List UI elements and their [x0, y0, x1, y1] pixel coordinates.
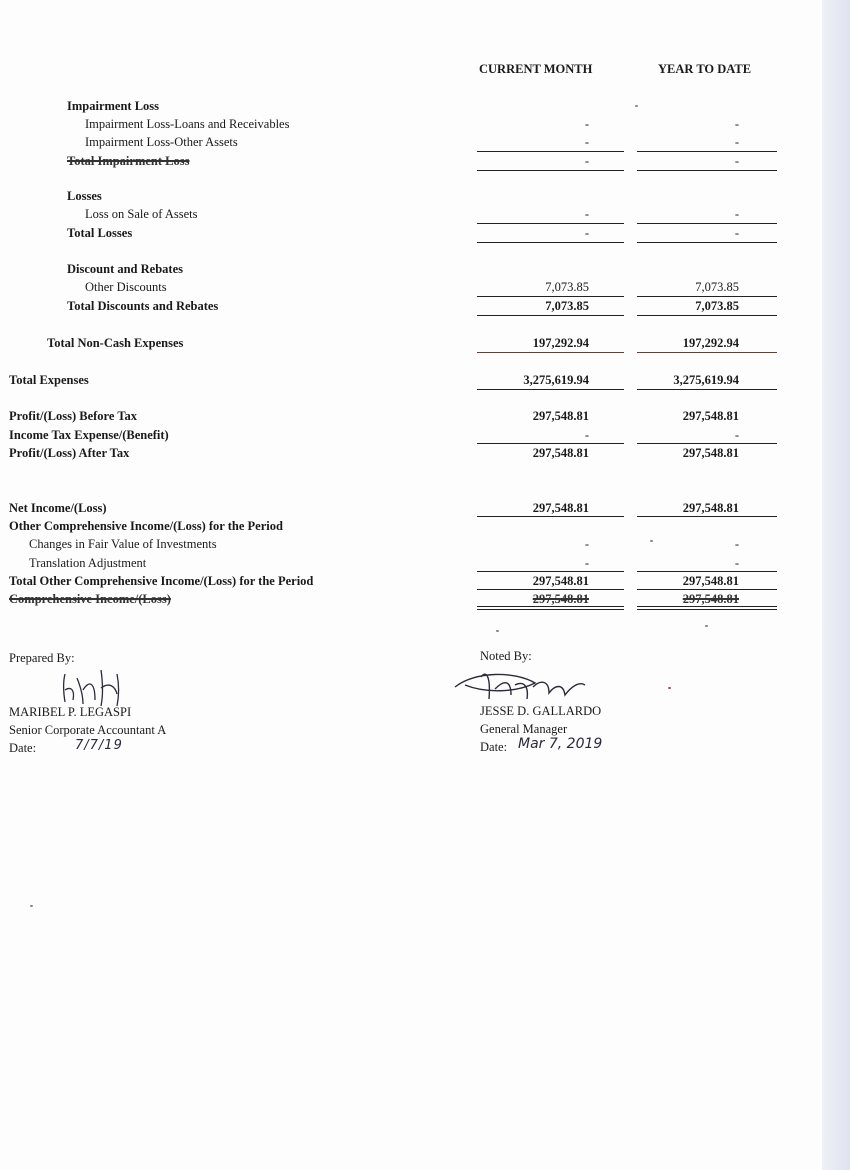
rule: [477, 606, 624, 607]
prepared-by-date-value: 7/7/19: [75, 738, 123, 753]
translation-adjustment-label: Translation Adjustment: [29, 556, 147, 570]
rule: [637, 389, 777, 390]
income-tax-label: Income Tax Expense/(Benefit): [9, 428, 169, 442]
impairment-total-label: Total Impairment Loss: [67, 154, 190, 168]
rule: [637, 170, 777, 171]
loss-on-sale-current: -: [584, 207, 589, 221]
total-expenses-current: 3,275,619.94: [523, 373, 589, 387]
total-expenses-ytd: 3,275,619.94: [673, 373, 739, 387]
rule: [477, 609, 624, 610]
impairment-total-ytd: -: [734, 154, 739, 168]
noted-by-title: General Manager: [480, 722, 568, 736]
rule: [477, 443, 624, 444]
net-income-current: 297,548.81: [532, 501, 589, 515]
impairment-loans-current: -: [584, 117, 589, 131]
impairment-loans-ytd: -: [734, 117, 739, 131]
rule: [637, 609, 777, 610]
profit-after-tax-ytd: 297,548.81: [682, 446, 739, 460]
comprehensive-income-current: 297,548.81: [532, 592, 589, 606]
fair-value-label: Changes in Fair Value of Investments: [29, 537, 217, 551]
scan-edge: [822, 0, 850, 1170]
rule: [637, 516, 777, 517]
rule: [637, 242, 777, 243]
impairment-heading: Impairment Loss: [67, 99, 160, 113]
noted-by-date-value: Mar 7, 2019: [518, 736, 603, 752]
oci-heading: Other Comprehensive Income/(Loss) for the Period: [9, 519, 283, 533]
rule: [477, 315, 624, 316]
prepared-by-label: Prepared By:: [9, 651, 75, 665]
discounts-total-ytd: 7,073.85: [695, 299, 739, 313]
oci-total-label: Total Other Comprehensive Income/(Loss) for the Period: [9, 574, 314, 588]
impairment-other-ytd: -: [734, 135, 739, 149]
other-discounts-ytd: 7,073.85: [695, 280, 739, 294]
losses-total-label: Total Losses: [67, 226, 133, 240]
rule: [477, 242, 624, 243]
profit-before-tax-current: 297,548.81: [532, 409, 589, 423]
rule: [477, 571, 624, 572]
rule: [637, 443, 777, 444]
other-discounts-label: Other Discounts: [85, 280, 167, 294]
profit-after-tax-label: Profit/(Loss) After Tax: [9, 446, 130, 460]
scan-speck: [496, 630, 499, 632]
rule: [477, 170, 624, 171]
discounts-total-current: 7,073.85: [545, 299, 589, 313]
rule: [477, 389, 624, 390]
losses-total-current: -: [584, 226, 589, 240]
oci-total-ytd: 297,548.81: [682, 574, 739, 588]
rule: [477, 296, 624, 297]
rule: [637, 223, 777, 224]
noted-by-label: Noted By:: [480, 649, 532, 663]
fair-value-current: -: [584, 537, 589, 551]
rule: [637, 606, 777, 607]
rule: [637, 151, 777, 152]
rule: [477, 352, 624, 353]
loss-on-sale-ytd: -: [734, 207, 739, 221]
rule: [637, 571, 777, 572]
income-tax-current: -: [584, 428, 589, 442]
scan-speck: [705, 625, 708, 627]
fair-value-ytd: -: [734, 537, 739, 551]
impairment-total-current: -: [584, 154, 589, 168]
prepared-by-name: MARIBEL P. LEGASPI: [9, 705, 132, 719]
oci-total-current: 297,548.81: [532, 574, 589, 588]
net-income-label: Net Income/(Loss): [9, 501, 107, 515]
prepared-by-date-label: Date:: [9, 741, 37, 755]
scan-speck: [650, 540, 653, 542]
scan-speck: [668, 687, 671, 689]
translation-adjustment-ytd: -: [734, 556, 739, 570]
rule: [637, 296, 777, 297]
translation-adjustment-current: -: [584, 556, 589, 570]
scan-speck: [635, 105, 638, 107]
rule: [477, 589, 624, 590]
rule: [637, 352, 777, 353]
rule: [637, 589, 777, 590]
profit-before-tax-ytd: 297,548.81: [682, 409, 739, 423]
rule: [477, 516, 624, 517]
discounts-total-label: Total Discounts and Rebates: [67, 299, 219, 313]
profit-after-tax-current: 297,548.81: [532, 446, 589, 460]
impairment-other-label: Impairment Loss-Other Assets: [85, 135, 238, 149]
rule: [477, 151, 624, 152]
noted-by-date-label: Date:: [480, 740, 508, 754]
losses-total-ytd: -: [734, 226, 739, 240]
profit-before-tax-label: Profit/(Loss) Before Tax: [9, 409, 138, 423]
noncash-total-label: Total Non-Cash Expenses: [47, 336, 184, 350]
discounts-heading: Discount and Rebates: [67, 262, 183, 276]
comprehensive-income-ytd: 297,548.81: [682, 592, 739, 606]
prepared-by-signature: [55, 660, 135, 708]
column-header-year-to-date: YEAR TO DATE: [658, 62, 752, 76]
noncash-total-ytd: 197,292.94: [682, 336, 739, 350]
rule: [637, 315, 777, 316]
prepared-by-title: Senior Corporate Accountant A: [9, 723, 167, 737]
impairment-loans-label: Impairment Loss-Loans and Receivables: [85, 117, 290, 131]
noted-by-name: JESSE D. GALLARDO: [480, 704, 602, 718]
impairment-other-current: -: [584, 135, 589, 149]
loss-on-sale-label: Loss on Sale of Assets: [85, 207, 198, 221]
total-expenses-label: Total Expenses: [9, 373, 89, 387]
other-discounts-current: 7,073.85: [545, 280, 589, 294]
losses-heading: Losses: [67, 189, 102, 203]
rule: [477, 223, 624, 224]
noncash-total-current: 197,292.94: [532, 336, 589, 350]
column-header-current-month: CURRENT MONTH: [479, 62, 593, 76]
income-tax-ytd: -: [734, 428, 739, 442]
scan-speck: [30, 905, 33, 907]
comprehensive-income-label: Comprehensive Income/(Loss): [9, 592, 171, 606]
net-income-ytd: 297,548.81: [682, 501, 739, 515]
